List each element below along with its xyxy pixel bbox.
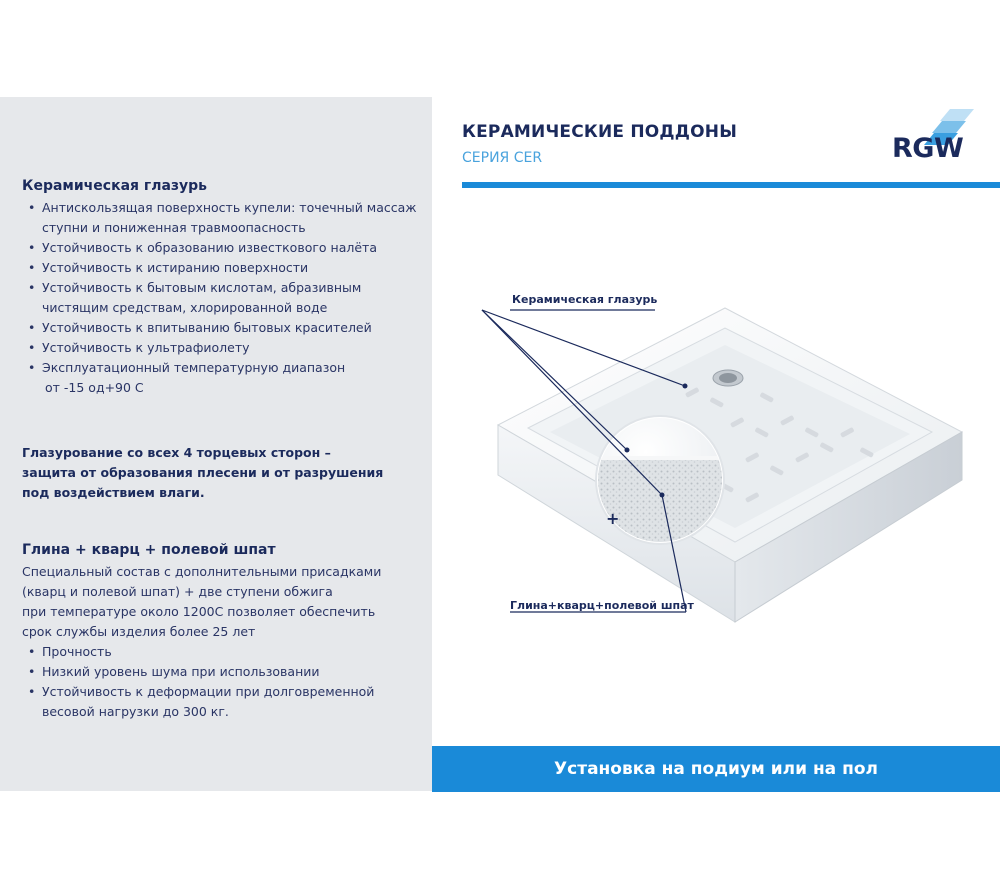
list-item: • Устойчивость к деформации при долговременной весовой нагрузки до 300 кг. bbox=[22, 682, 422, 722]
glazing-note: Глазурование со всех 4 торцевых сторон – защита от образования плесени и от разрушения под воздействием влаги. bbox=[22, 445, 384, 500]
callout-material-label: Глина+кварц+полевой шпат bbox=[510, 599, 694, 612]
brand-logo: RGW bbox=[892, 105, 982, 165]
composition-features-list bbox=[22, 642, 422, 722]
list-item: • Устойчивость к бытовым кислотам, абразивным чистящим средствам, хлорированной воде bbox=[22, 278, 422, 318]
header-divider bbox=[462, 182, 1000, 188]
list-item: • Антискользящая поверхность купели: точечный массаж ступни и пониженная травмоопасность bbox=[22, 198, 422, 238]
shower-tray-illustration bbox=[480, 290, 980, 640]
composition-description: Специальный состав с дополнительными присадками (кварц и полевой шпат) + две ступени обжига при температуре около 1200С позволяет обеспечить срок службы изделия более 25 лет bbox=[22, 564, 382, 639]
callout-glaze-label: Керамическая глазурь bbox=[512, 293, 658, 306]
page-title: КЕРАМИЧЕСКИЕ ПОДДОНЫ bbox=[462, 122, 738, 142]
list-item: • Устойчивость к истиранию поверхности bbox=[22, 258, 422, 278]
composition-section-title: Глина + кварц + полевой шпат bbox=[22, 542, 276, 558]
installation-banner-text: Установка на подиум или на пол bbox=[554, 759, 878, 779]
list-item: • Эксплуатационный температурную диапазон от -15 од+90 С bbox=[22, 358, 422, 398]
list-item: • Низкий уровень шума при использовании bbox=[22, 662, 422, 682]
list-item: • Прочность bbox=[22, 642, 422, 662]
list-item: • Устойчивость к образованию известкового налёта bbox=[22, 238, 422, 258]
glaze-section-title: Керамическая глазурь bbox=[22, 178, 208, 194]
list-item: • Устойчивость к впитыванию бытовых красителей bbox=[22, 318, 422, 338]
plus-sign-label: + bbox=[606, 509, 620, 528]
installation-banner bbox=[432, 746, 1000, 792]
list-item: • Устойчивость к ультрафиолету bbox=[22, 338, 422, 358]
glaze-features-list bbox=[22, 198, 422, 398]
series-subtitle: СЕРИЯ CER bbox=[462, 150, 543, 166]
shower-tray-image bbox=[480, 290, 980, 640]
